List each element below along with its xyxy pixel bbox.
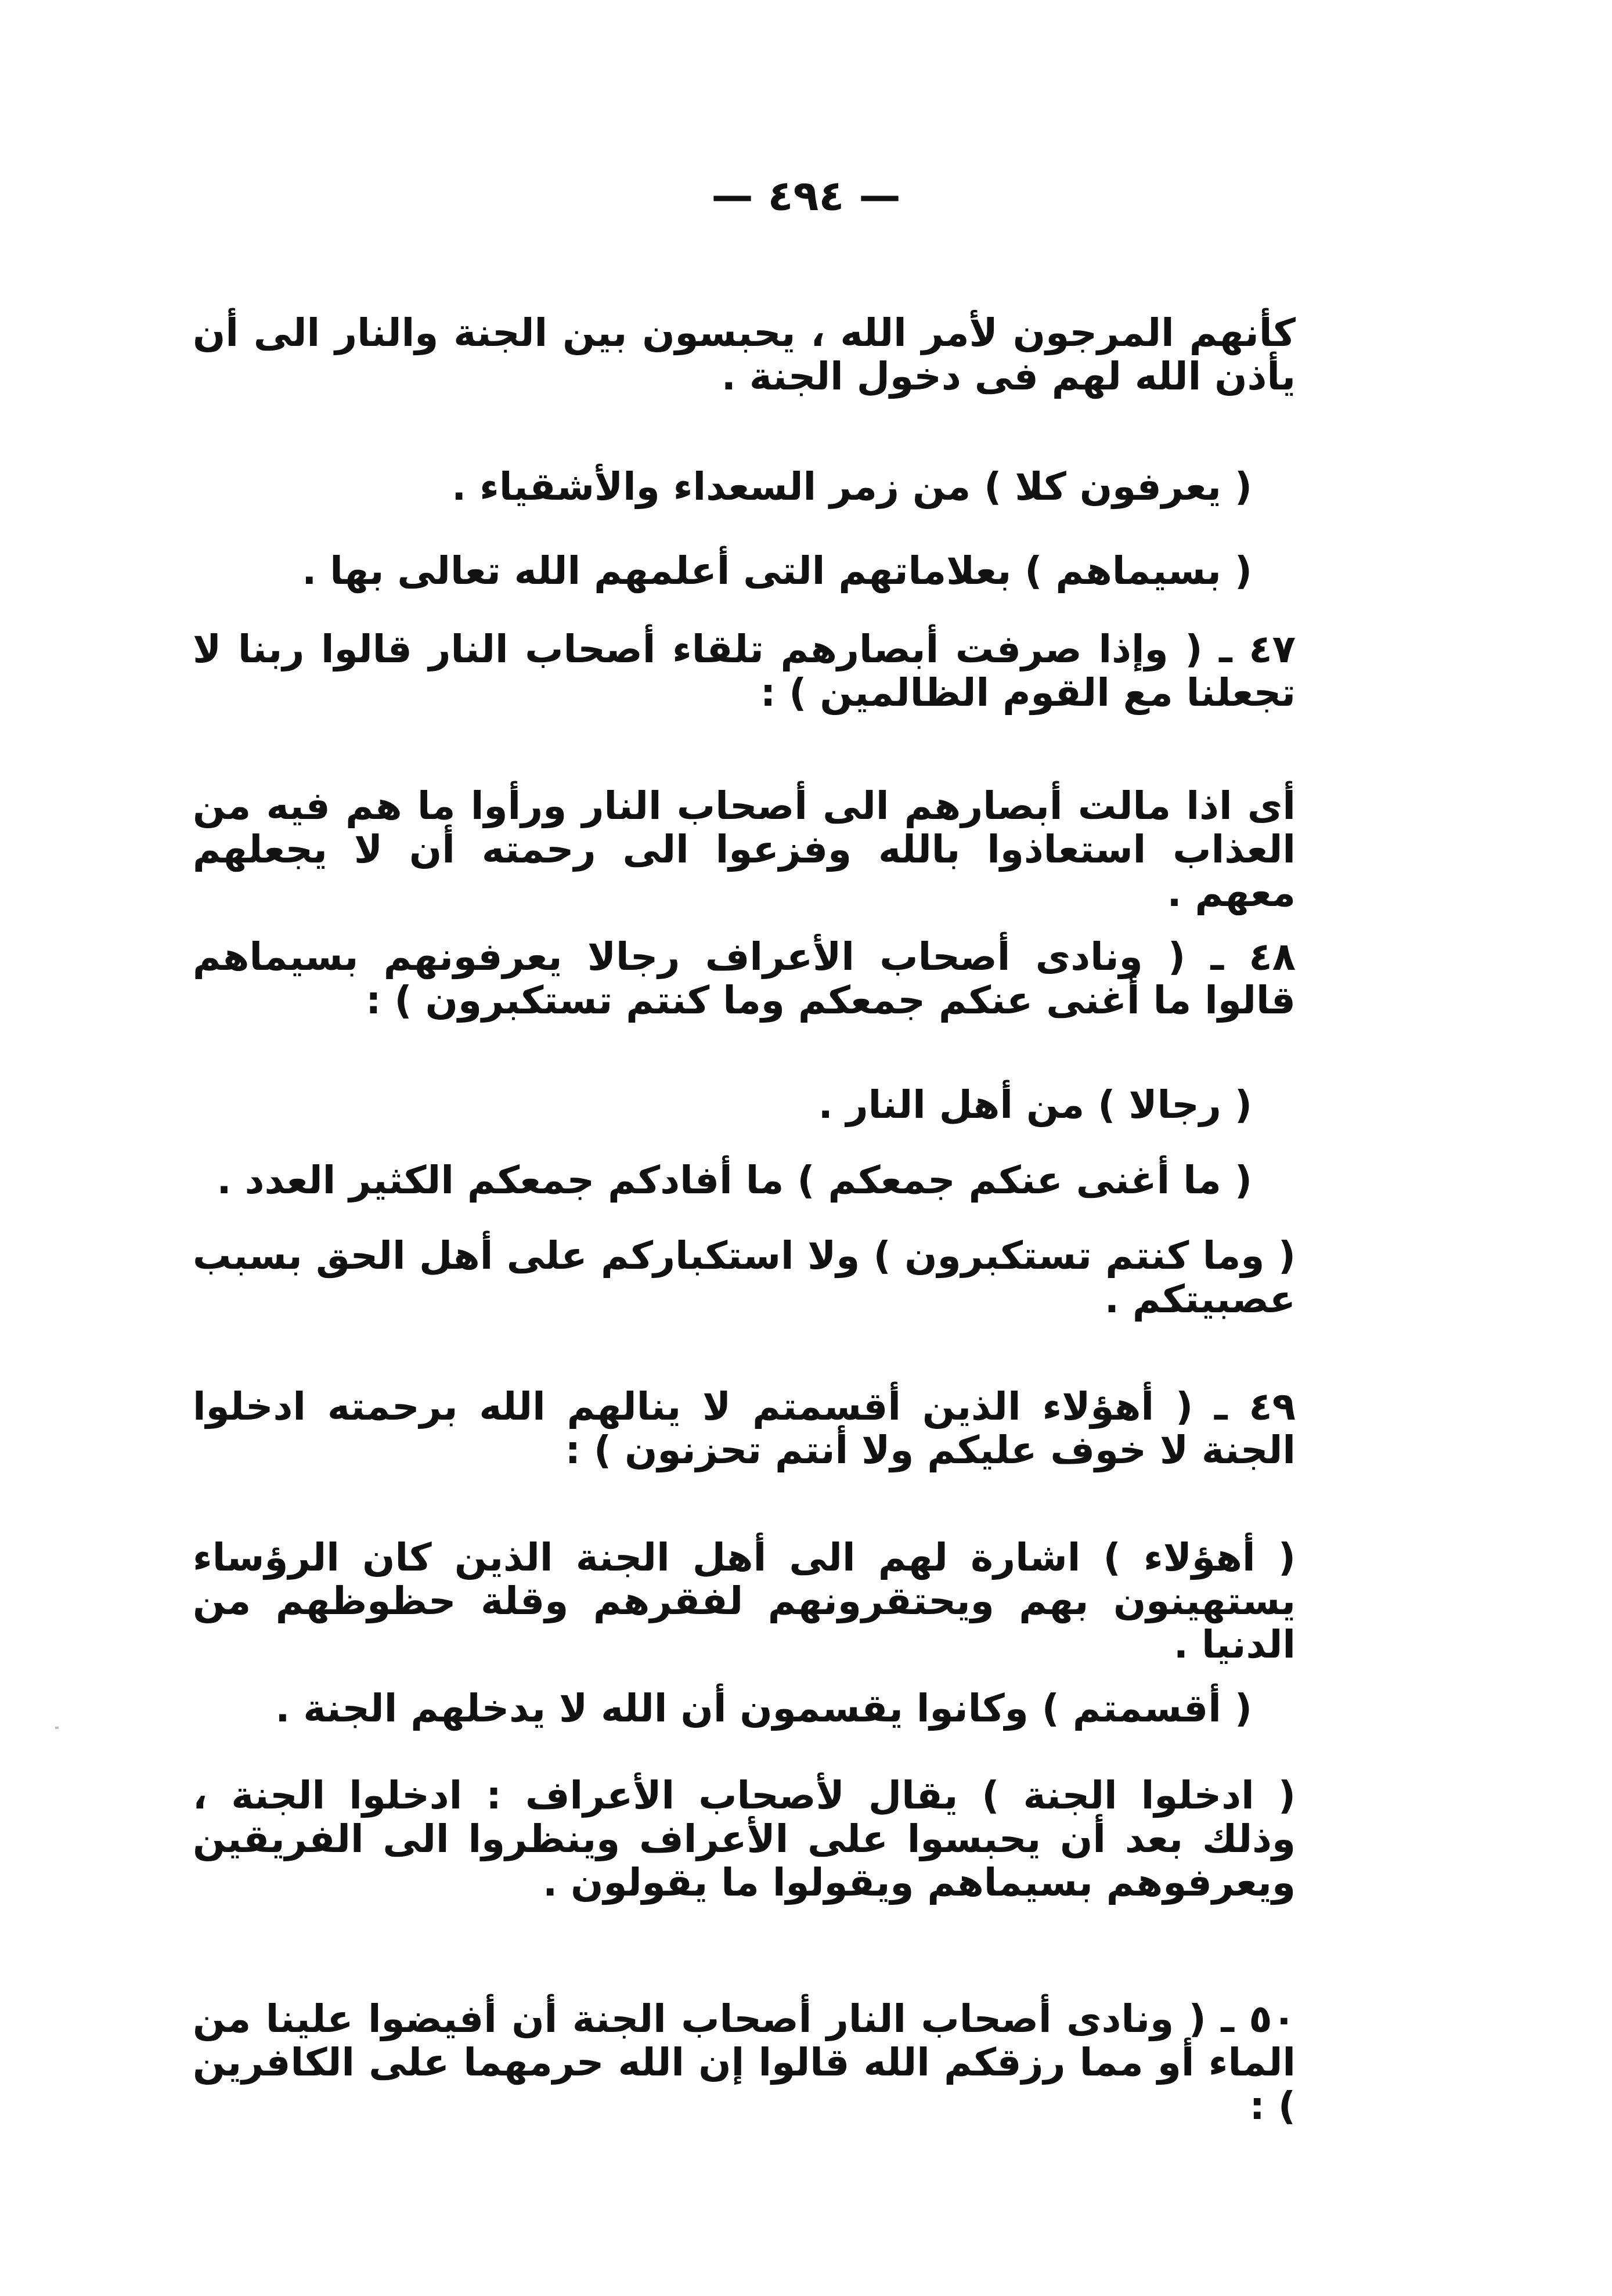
paragraph-13: ( ادخلوا الجنة ) يقال لأصحاب الأعراف : ادخلوا الجنة ، وذلك بعد أن يحبسوا على الأعراف وينظروا الى الفريقين ويعرفوهم بسيماهم ويقولوا ما يقولون . bbox=[193, 1773, 1296, 1905]
paragraph-2: ( يعرفون كلا ) من زمر السعداء والأشقياء . bbox=[452, 464, 1252, 509]
page-number: — ٤٩٤ — bbox=[711, 171, 901, 220]
paragraph-6: ٤٨ ـ ( ونادى أصحاب الأعراف رجالا يعرفونهم بسيماهم قالوا ما أغنى عنكم جمعكم وما كنتم تستكبرون ) : bbox=[193, 934, 1296, 1023]
paragraph-1: كأنهم المرجون لأمر الله ، يحبسون بين الجنة والنار الى أن يأذن الله لهم فى دخول الجنة . bbox=[193, 311, 1296, 399]
margin-speck bbox=[55, 1727, 59, 1729]
paragraph-7: ( رجالا ) من أهل النار . bbox=[818, 1082, 1252, 1127]
paragraph-8: ( ما أغنى عنكم جمعكم ) ما أفادكم جمعكم الكثير العدد . bbox=[217, 1158, 1252, 1203]
paragraph-9: ( وما كنتم تستكبرون ) ولا استكباركم على أهل الحق بسبب عصبيتكم . bbox=[193, 1233, 1296, 1322]
paragraph-5: أى اذا مالت أبصارهم الى أصحاب النار ورأوا ما هم فيه من العذاب استعاذوا بالله وفزعوا الى رحمته أن لا يجعلهم معهم . bbox=[193, 784, 1296, 916]
paragraph-10: ٤٩ ـ ( أهؤلاء الذين أقسمتم لا ينالهم الله برحمته ادخلوا الجنة لا خوف عليكم ولا أنتم تحزنون ) : bbox=[193, 1384, 1296, 1473]
paragraph-3: ( بسيماهم ) بعلاماتهم التى أعلمهم الله تعالى بها . bbox=[302, 548, 1252, 593]
paragraph-14: ٥٠ ـ ( ونادى أصحاب النار أصحاب الجنة أن أفيضوا علينا من الماء أو مما رزقكم الله قالوا إن الله حرمهما على الكافرين ) : bbox=[193, 1997, 1296, 2129]
paragraph-4: ٤٧ ـ ( وإذا صرفت أبصارهم تلقاء أصحاب النار قالوا ربنا لا تجعلنا مع القوم الظالمين ) : bbox=[193, 627, 1296, 716]
paragraph-12: ( أقسمتم ) وكانوا يقسمون أن الله لا يدخلهم الجنة . bbox=[275, 1686, 1252, 1731]
paragraph-11: ( أهؤلاء ) اشارة لهم الى أهل الجنة الذين كان الرؤساء يستهينون بهم ويحتقرونهم لفقرهم وقلة حظوظهم من الدنيا . bbox=[193, 1535, 1296, 1667]
